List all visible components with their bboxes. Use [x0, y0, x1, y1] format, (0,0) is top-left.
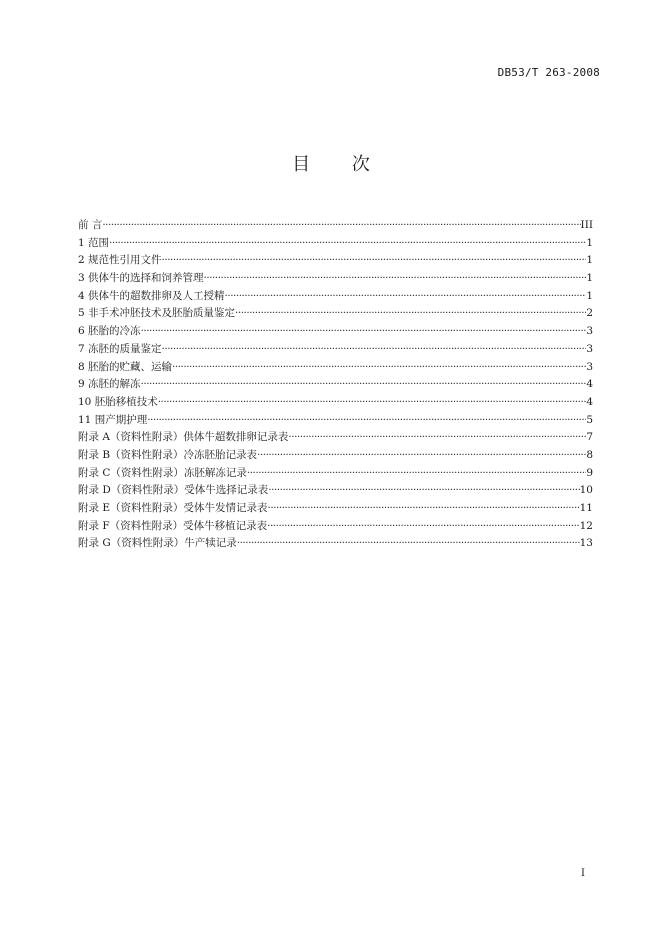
- toc-entry-label: 2 规范性引用文件: [78, 254, 162, 267]
- toc-entry[interactable]: [78, 465, 593, 483]
- toc-entry[interactable]: [78, 518, 593, 536]
- toc-entry-page: 3: [586, 325, 593, 338]
- toc-leader-dots: [172, 359, 586, 377]
- toc-leader-dots: [162, 252, 587, 270]
- toc-entry-page: 4: [586, 395, 593, 408]
- toc-leader-dots: [257, 447, 586, 465]
- toc-entry[interactable]: [78, 429, 593, 447]
- toc-entry-label: 附录 G（资料性附录）牛产犊记录: [78, 537, 237, 550]
- toc-entry-label: 前 言: [78, 219, 103, 231]
- toc-entry[interactable]: [78, 305, 593, 323]
- toc-entry[interactable]: [78, 535, 593, 553]
- toc-leader-dots: [141, 323, 587, 341]
- page-title: 目 次: [292, 154, 388, 175]
- toc-leader-dots: [162, 341, 587, 359]
- toc-entry-page: 10: [579, 484, 593, 497]
- toc-entry-label: 4 供体牛的超数排卵及人工授精: [78, 289, 225, 302]
- toc-entry-label: 1 范围: [78, 236, 110, 249]
- toc-entry-page: 7: [586, 431, 593, 444]
- document-code: DB53/T 263-2008: [497, 66, 600, 79]
- toc-entry-page: 8: [586, 448, 593, 461]
- toc-entry-page: 11: [579, 502, 593, 514]
- toc-leader-dots: [268, 500, 580, 518]
- toc-entry-label: 8 胚胎的贮藏、运输: [78, 360, 173, 373]
- page-number: I: [581, 868, 585, 879]
- toc-leader-dots: [267, 518, 580, 536]
- toc-leader-dots: [102, 217, 580, 235]
- toc-entry-page: 3: [586, 342, 593, 355]
- toc-entry[interactable]: [78, 235, 593, 253]
- toc-entry[interactable]: [78, 270, 593, 288]
- toc-entry[interactable]: [78, 376, 593, 394]
- toc-entry-page: 1: [586, 236, 593, 249]
- toc-leader-dots: [147, 412, 586, 430]
- toc-entry[interactable]: [78, 359, 593, 377]
- toc-entry-label: 附录 C（资料性附录）冻胚解冻记录: [78, 466, 247, 479]
- toc-entry[interactable]: [78, 323, 593, 341]
- toc-entry-label: 7 冻胚的质量鉴定: [78, 342, 162, 355]
- toc-entry-label: 6 胚胎的冷冻: [78, 325, 141, 338]
- toc-entry-label: 附录 F（资料性附录）受体牛移植记录表: [78, 519, 268, 532]
- toc-leader-dots: [225, 288, 587, 306]
- toc-leader-dots: [204, 270, 587, 288]
- toc-entry-label: 10 胚胎移植技术: [78, 395, 158, 408]
- toc-entry[interactable]: [78, 288, 593, 306]
- toc-entry-page: 13: [579, 537, 593, 550]
- toc-entry[interactable]: [78, 341, 593, 359]
- toc-entry-page: 1: [586, 289, 593, 302]
- toc-leader-dots: [109, 235, 586, 253]
- toc-entry-page: III: [580, 219, 593, 231]
- toc-entry[interactable]: [78, 252, 593, 270]
- toc-entry-page: 12: [579, 519, 593, 532]
- toc-entry-label: 11 围产期护理: [78, 413, 148, 426]
- toc-entry-page: 3: [586, 360, 593, 373]
- toc-entry[interactable]: [78, 447, 593, 465]
- toc-entry[interactable]: [78, 500, 593, 518]
- table-of-contents: [78, 217, 593, 553]
- toc-entry-page: 2: [586, 307, 593, 320]
- toc-entry-label: 9 冻胚的解冻: [78, 378, 141, 391]
- toc-entry[interactable]: [78, 482, 593, 500]
- toc-entry-page: 5: [586, 413, 593, 426]
- toc-entry-label: 附录 D（资料性附录）受体牛选择记录表: [78, 484, 269, 497]
- toc-entry-page: 1: [586, 272, 593, 285]
- toc-entry-label: 附录 A（资料性附录）供体牛超数排卵记录表: [78, 431, 289, 444]
- toc-leader-dots: [247, 465, 586, 483]
- toc-entry-label: 3 供体牛的选择和饲养管理: [78, 272, 204, 285]
- toc-entry-label: 附录 E（资料性附录）受体牛发情记录表: [78, 502, 268, 514]
- toc-entry-label: 附录 B（资料性附录）冷冻胚胎记录表: [78, 448, 258, 461]
- toc-entry-page: 9: [586, 466, 593, 479]
- toc-leader-dots: [141, 376, 587, 394]
- toc-entry[interactable]: [78, 394, 593, 412]
- toc-entry-label: 5 非手术冲胚技术及胚胎质量鉴定: [78, 307, 236, 320]
- toc-leader-dots: [237, 535, 580, 553]
- toc-leader-dots: [288, 429, 586, 447]
- toc-leader-dots: [158, 394, 587, 412]
- toc-entry[interactable]: [78, 217, 593, 235]
- toc-entry[interactable]: [78, 412, 593, 430]
- toc-leader-dots: [268, 482, 579, 500]
- toc-entry-page: 1: [586, 254, 593, 267]
- toc-entry-page: 4: [586, 378, 593, 391]
- toc-leader-dots: [235, 305, 586, 323]
